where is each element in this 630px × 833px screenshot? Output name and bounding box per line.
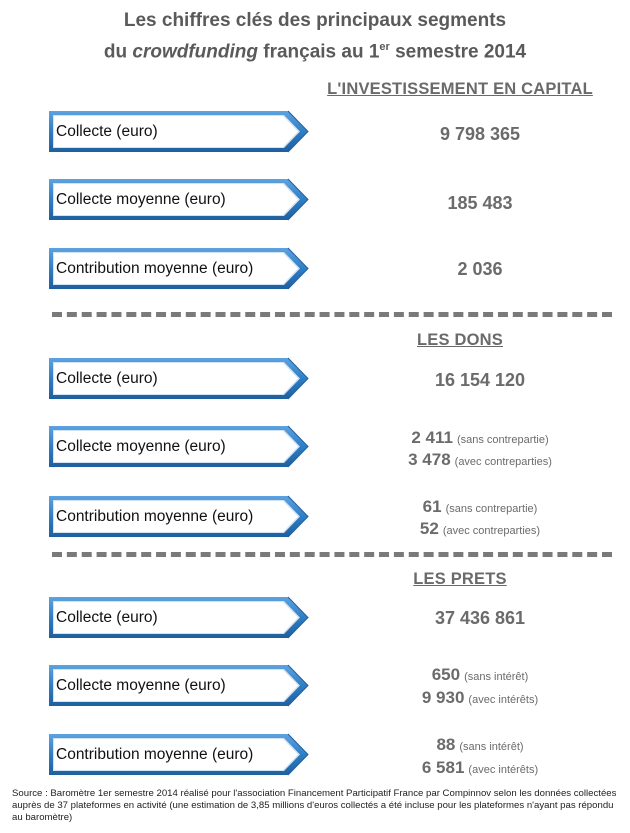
row-value: 9 798 365 (439, 124, 521, 144)
value-number: 61 (422, 497, 442, 516)
value-note: (avec contreparties) (454, 456, 552, 468)
value-number: 650 (431, 665, 461, 684)
title-line-1: Les chiffres clés des principaux segments (123, 10, 507, 31)
row-label: Collecte (euro) (56, 370, 158, 387)
source-note: Source : Baromètre 1er semestre 2014 réalisé pour l'association Financement Participatif France par Compinnov selon les données collectées auprès de 37 plateformes en activité (une estimation de 3,85 millions d'euros collectés a été incluse pour les plateformes n'ayant pas répondu au baromètre) (12, 788, 617, 823)
row-value: 2 036 (457, 259, 503, 279)
title-emphasis: crowdfunding (132, 41, 258, 63)
value-number: 2 411 (411, 428, 453, 447)
row-value-line (330, 665, 630, 685)
row-label: Contribution moyenne (euro) (56, 508, 254, 525)
value-number: 6 581 (421, 758, 465, 777)
title-text: français au 1 (257, 41, 380, 63)
title-text: du (103, 41, 133, 63)
row-label: Collecte moyenne (euro) (56, 677, 226, 694)
value-number: 52 (419, 519, 439, 538)
value-note: (sans intérêt) (459, 741, 524, 753)
value-note: (avec contreparties) (442, 525, 541, 537)
value-note: (sans intérêt) (464, 671, 529, 683)
row-value: 185 483 (447, 193, 513, 213)
row-value-line (330, 519, 630, 539)
title-line-2 (0, 34, 630, 65)
row-value-line (330, 428, 630, 448)
arrow-label-box (48, 595, 310, 640)
row-value: 16 154 120 (434, 370, 526, 390)
title-text: semestre 2014 (389, 41, 527, 63)
arrow-label-box (48, 356, 310, 401)
value-note: (sans contrepartie) (445, 503, 538, 515)
value-note: (avec intérêts) (468, 764, 539, 776)
row-label: Collecte (euro) (56, 123, 158, 140)
row-label: Collecte moyenne (euro) (56, 438, 226, 455)
row-value: 37 436 861 (434, 608, 526, 628)
value-number: 3 478 (408, 450, 451, 469)
row-label: Collecte moyenne (euro) (56, 191, 226, 208)
value-note: (avec intérêts) (468, 694, 539, 706)
row-label: Contribution moyenne (euro) (56, 260, 254, 277)
arrow-label-box (48, 177, 310, 222)
row-value-line (330, 497, 630, 517)
arrow-label-box (48, 494, 310, 539)
section-divider (52, 552, 612, 557)
row-label: Contribution moyenne (euro) (56, 746, 254, 763)
row-value-line (330, 688, 630, 708)
section-header-dons: LES DONS (417, 331, 503, 349)
row-value-line (330, 735, 630, 755)
arrow-label-box (48, 663, 310, 708)
page-title (0, 8, 630, 65)
value-number: 9 930 (421, 688, 465, 707)
row-value-line (330, 450, 630, 470)
section-divider (52, 312, 612, 317)
arrow-label-box (48, 732, 310, 777)
row-value-line (330, 758, 630, 778)
value-number: 88 (436, 735, 456, 754)
row-label: Collecte (euro) (56, 609, 158, 626)
section-header-capital: L'INVESTISSEMENT EN CAPITAL (327, 80, 593, 98)
title-superscript: er (379, 41, 390, 53)
arrow-label-box (48, 246, 310, 291)
section-header-prets: LES PRETS (413, 570, 507, 588)
arrow-label-box (48, 424, 310, 469)
arrow-label-box (48, 109, 310, 154)
value-note: (sans contrepartie) (456, 434, 549, 446)
